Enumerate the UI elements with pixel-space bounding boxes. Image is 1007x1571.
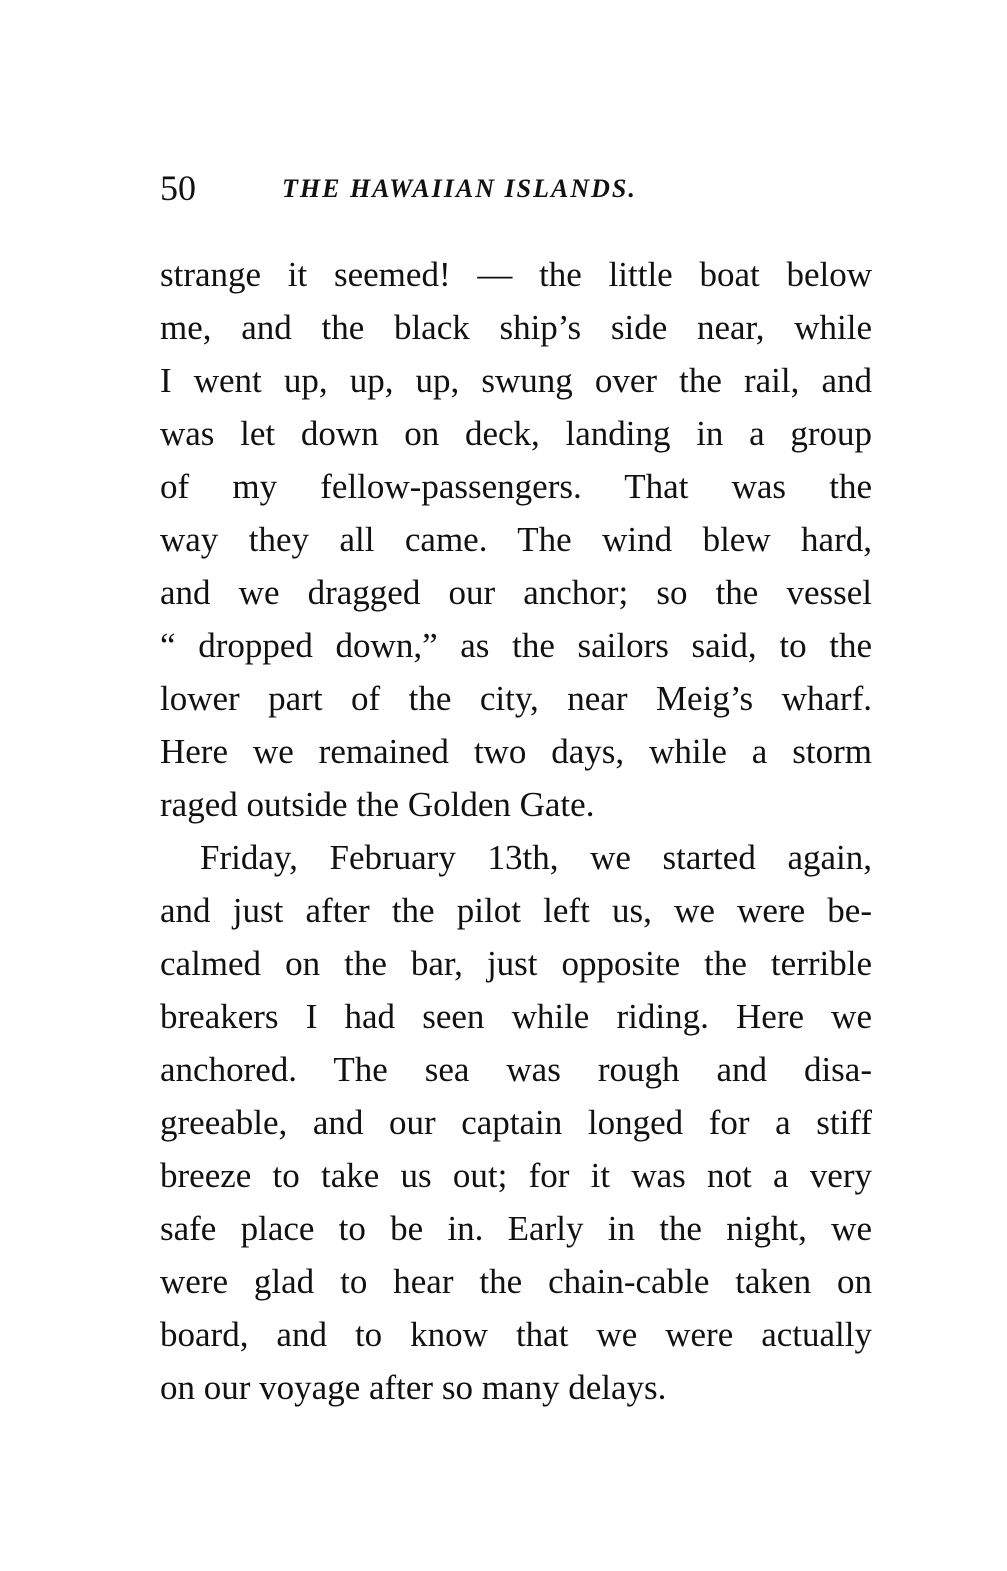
text-line: was let down on deck, landing in a group — [160, 414, 872, 453]
text-line: calmed on the bar, just opposite the terrible — [160, 944, 872, 983]
text-line: and we dragged our anchor; so the vessel — [160, 573, 872, 612]
paragraph-end-line: on our voyage after so many delays. — [160, 1368, 667, 1407]
text-line: safe place to be in. Early in the night, we — [160, 1209, 872, 1248]
text-line: I went up, up, up, swung over the rail, and — [160, 361, 872, 400]
text-line: board, and to know that we were actually — [160, 1315, 872, 1354]
text-line: breeze to take us out; for it was not a very — [160, 1156, 872, 1195]
running-title: THE HAWAIIAN ISLANDS. — [282, 174, 637, 203]
text-line: Here we remained two days, while a storm — [160, 732, 872, 771]
text-line: “ dropped down,” as the sailors said, to the — [160, 626, 872, 665]
page-number: 50 — [160, 168, 196, 208]
text-line: breakers I had seen while riding. Here we — [160, 997, 872, 1036]
page-header — [160, 168, 880, 208]
paragraph-end-line: raged outside the Golden Gate. — [160, 785, 595, 824]
text-line: and just after the pilot left us, we were be- — [160, 891, 872, 930]
text-line: anchored. The sea was rough and disa- — [160, 1050, 872, 1089]
text-line: me, and the black ship’s side near, while — [160, 308, 872, 347]
text-line: of my fellow-passengers. That was the — [160, 467, 872, 506]
text-line: strange it seemed! — the little boat below — [160, 255, 872, 294]
text-line: greeable, and our captain longed for a stiff — [160, 1103, 872, 1142]
body-text — [160, 248, 872, 1414]
text-line: were glad to hear the chain-cable taken on — [160, 1262, 872, 1301]
text-line: lower part of the city, near Meig’s wharf. — [160, 679, 872, 718]
text-line: way they all came. The wind blew hard, — [160, 520, 872, 559]
paragraph-start-line: Friday, February 13th, we started again, — [200, 838, 872, 877]
